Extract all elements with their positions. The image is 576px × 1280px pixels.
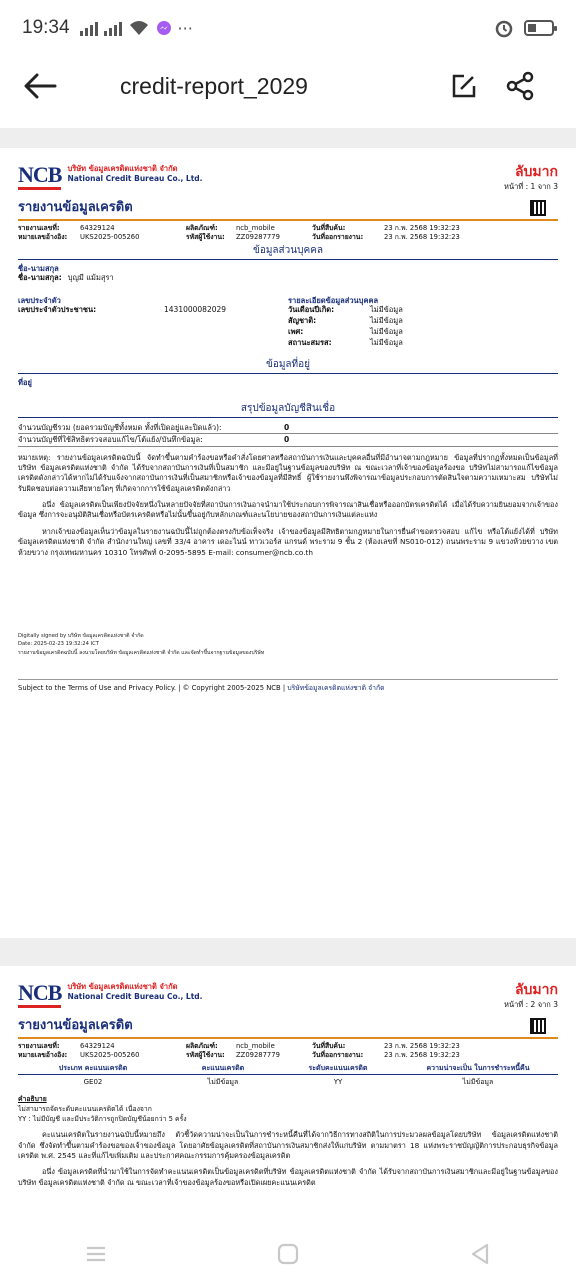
app-bar [0, 56, 576, 116]
qr-code-icon [530, 200, 546, 216]
nationality-label: สัญชาติ: [288, 316, 317, 326]
header-right [504, 164, 558, 192]
id-label: เลขประจำตัวประชาชน: [18, 305, 97, 315]
id-column [18, 296, 288, 349]
member-label: หมายเลขอ้างอิง: [18, 1050, 68, 1059]
summary-row-total [18, 422, 558, 434]
page-number: หน้าที่ : 1 จาก 3 [504, 181, 558, 191]
digital-signature [18, 632, 558, 657]
edit-button[interactable] [436, 56, 492, 116]
address-label: ที่อยู่ [18, 377, 32, 387]
footer-text: Subject to the Terms of Use and Privacy Policy. | © Copyright 2005-2025 NCB | [18, 683, 286, 692]
product-label: ผลิตภัณฑ์: [186, 1041, 218, 1050]
note-paragraph: อนึ่ง ข้อมูลเครดิตเป็นเพียงปัจจัยหนึ่งในหลายปัจจัยที่สถาบันการเงินอาจนำมาใช้ประกอบการพิจารณาสินเชื่อหรือออกบัตรเครดิตได้ เมื่อได้รับความยินยอมจากเจ้าของข้อมูล ซึ่งการจะอนุมัติสินเชื่อหรือบัตรเครดิตหรือไม่นั้นขึ้นอยู่กับหลักเกณฑ์และนโยบายของสถาบันการเงินแต่ละแห่ง [18, 500, 558, 520]
back-button[interactable] [0, 56, 80, 116]
divider [18, 1037, 558, 1039]
sex-row [288, 327, 558, 338]
home-icon [276, 1242, 300, 1266]
summary-dispute-label: จำนวนบัญชีที่ใช้สิทธิตรวจสอบแก้ไข/โต้แย้ง/บันทึกข้อมูล: [18, 435, 203, 445]
address-heading: ข้อมูลที่อยู่ [18, 359, 558, 374]
id-value: 1431000082029 [164, 305, 227, 315]
date-label: วันที่สืบค้น: [312, 1041, 346, 1050]
ncb-logo: NCB [18, 982, 61, 1008]
marital-row [288, 338, 558, 349]
member-value: UKS2025-005260 [80, 232, 140, 241]
date-value: 23 ก.พ. 2568 19:32:23 [384, 1041, 460, 1050]
print-value: 23 ก.พ. 2568 19:32:23 [384, 1050, 460, 1059]
bureau-name-th: บริษัท ข้อมูลเครดิตแห่งชาติ จำกัด [67, 982, 178, 991]
summary-total-label: จำนวนบัญชีรวม (ยอดรวมบัญชีทั้งหมด ทั้งที่เปิดอยู่และปิดแล้ว): [18, 423, 222, 433]
ncb-logo: NCB [18, 164, 61, 190]
personal-info-heading: ข้อมูลส่วนบุคคล [18, 245, 558, 260]
explanation-line-1: ไม่สามารถจัดระดับคะแนนเครดิตได้ เนื่องจาก [18, 1104, 152, 1113]
nationality-row [288, 316, 558, 327]
user-label: รหัสผู้ใช้งาน: [186, 1050, 225, 1059]
pdf-page-2 [0, 966, 576, 1228]
detail-heading: รายละเอียดข้อมูลส่วนบุคคล [288, 295, 379, 305]
print-value: 23 ก.พ. 2568 19:32:23 [384, 232, 460, 241]
menu-icon [85, 1245, 107, 1263]
system-nav-bar [0, 1228, 576, 1280]
report-header-2 [18, 982, 558, 1016]
confidential-label: ลับมาก [514, 982, 558, 998]
nationality-value: ไม่มีข้อมูล [370, 316, 403, 326]
bureau-name-th: บริษัท ข้อมูลเครดิตแห่งชาติ จำกัด [67, 164, 178, 173]
user-value: ZZ09287779 [236, 1050, 280, 1059]
user-value: ZZ09287779 [236, 232, 280, 241]
user-label: รหัสผู้ใช้งาน: [186, 232, 225, 241]
status-more: ··· [177, 18, 193, 38]
credit-score-table [18, 1064, 558, 1087]
explanation-heading: คำอธิบาย [18, 1094, 47, 1103]
alarm-icon [494, 18, 514, 38]
report-meta [18, 224, 558, 242]
member-value: UKS2025-005260 [80, 1050, 140, 1059]
home-button[interactable] [268, 1234, 308, 1274]
battery-icon [524, 20, 554, 36]
status-bar [0, 0, 576, 56]
name-heading: ชื่อ-นามสกุล [18, 263, 59, 273]
signal-2-icon [104, 20, 122, 36]
id-heading: เลขประจำตัว [18, 295, 61, 305]
dob-row [288, 305, 558, 316]
report-meta [18, 1042, 558, 1060]
bureau-name [67, 982, 202, 1002]
ref-label: รายงานเลขที่: [18, 223, 60, 232]
divider [18, 219, 558, 221]
sex-value: ไม่มีข้อมูล [370, 327, 403, 337]
id-row [18, 305, 288, 316]
score-header: คะแนนเครดิต [168, 1064, 278, 1075]
id-detail-block [18, 296, 558, 349]
bureau-name-en: National Credit Bureau Co., Ltd. [67, 992, 203, 1002]
sex-label: เพศ: [288, 327, 304, 337]
page-footer [18, 679, 558, 693]
ref-label: รายงานเลขที่: [18, 1041, 60, 1050]
dob-value: ไม่มีข้อมูล [370, 305, 403, 315]
qr-code-icon [530, 1018, 546, 1034]
edit-icon [451, 73, 477, 99]
product-label: ผลิตภัณฑ์: [186, 223, 218, 232]
score-value: ไม่มีข้อมูล [207, 1077, 239, 1086]
status-icons [80, 19, 193, 38]
recent-apps-button[interactable] [76, 1234, 116, 1274]
name-row [18, 273, 558, 284]
explanation-line-2: YY : ไม่มีบัญชี และมีประวัติการถูกปิดบัญชีน้อยกว่า 5 ครั้ง [18, 1114, 187, 1123]
wifi-icon [128, 19, 150, 37]
signature-date: Date: 2025-02-23 19:32:24 ICT [18, 641, 99, 648]
probability-header: ความน่าจะเป็น ในการชำระหนี้คืน [398, 1064, 558, 1075]
explanation-block [18, 1095, 558, 1125]
page-number: หน้าที่ : 2 จาก 3 [504, 999, 558, 1009]
signature-line: Digitally signed by บริษัท ข้อมูลเครดิตแห่งชาติ จำกัด [18, 632, 144, 639]
remark-paragraph: หมายเหตุ: รายงานข้อมูลเครดิตฉบับนี้ จัดทำขึ้นตามคำร้องขอหรือคำสั่งโดยศาลหรือสถาบันการเงินและบุคคลอื่นที่มีอำนาจตามกฎหมาย ข้อมูลที่ปรากฏทั้งหมดเป็นข้อมูลที่บริษัท ข้อมูลเครดิตแห่งชาติ จำกัด ได้รับจากสถาบันการเงินที่เป็นสมาชิก และมีอยู่ในฐานข้อมูลของบริษัท ณ ขณะเวลาที่เจ้าของข้อมูลร้องขอ บริษัทไม่สามารถแก้ไขข้อมูลเครดิตดังกล่าวได้หากไม่ได้รับแจ้งจากสถาบันการเงินที่เป็นสมาชิกหรือเจ้าของข้อมูลที่มีสิทธิ์ ผู้ใช้รายงานพึงพิจารณาข้อมูลประกอบการตัดสินใจตามความเหมาะสม บริษัทไม่รับผิดชอบต่อความเสียหายใดๆ ที่เกิดจากการใช้ข้อมูลเครดิตดังกล่าว [18, 452, 558, 493]
bureau-name [67, 164, 202, 184]
marital-value: ไม่มีข้อมูล [370, 338, 403, 348]
report-header [18, 164, 558, 198]
pdf-page-1 [0, 148, 576, 938]
product-value: ncb_mobile [236, 223, 275, 232]
signature-note: รายงานข้อมูลเครดิตฉบับนี้ ลงนามโดยบริษัท ข้อมูลเครดิตแห่งชาติ จำกัด และจัดทำขึ้นจากฐานข้อมูลของบริษัท [18, 649, 265, 656]
score-note-paragraph: อนึ่ง ข้อมูลเครดิตที่นำมาใช้ในการจัดทำคะแนนเครดิตเป็นข้อมูลเครดิตที่บริษัท ข้อมูลเครดิตแห่งชาติ จำกัด ได้รับจากสถาบันการเงินสมาชิกและมีอยู่ในฐานข้อมูลของบริษัท ข้อมูลเครดิตแห่งชาติ จำกัด ณ ขณะเวลาที่เจ้าของข้อมูลร้องขอหรือเปิดเผยคะแนนเครดิต [18, 1167, 558, 1187]
score-type-value: GE02 [83, 1077, 103, 1086]
status-right [494, 18, 554, 38]
print-label: วันที่ออกรายงาน: [312, 1050, 364, 1059]
signal-icon [80, 20, 98, 36]
detail-column [288, 296, 558, 349]
header-right [504, 982, 558, 1010]
ref-value: 64329124 [80, 223, 115, 232]
back-triangle-icon [469, 1242, 491, 1266]
pdf-viewer[interactable] [0, 128, 576, 1228]
nav-back-button[interactable] [460, 1234, 500, 1274]
share-icon [505, 71, 535, 101]
summary-dispute-value: 0 [284, 435, 290, 445]
report-title: รายงานข้อมูลเครดิต [18, 200, 133, 215]
score-type-header: ประเภท คะแนนเครดิต [18, 1064, 168, 1075]
bureau-name-en: National Credit Bureau Co., Ltd. [67, 174, 203, 184]
score-level-value: YY [333, 1077, 343, 1086]
summary-total-value: 0 [284, 423, 290, 433]
share-button[interactable] [492, 56, 548, 116]
summary-row-dispute [18, 434, 558, 446]
confidential-label: ลับมาก [514, 164, 558, 180]
date-value: 23 ก.พ. 2568 19:32:23 [384, 223, 460, 232]
document-title: credit-report_2029 [120, 72, 308, 99]
messenger-icon [156, 20, 172, 36]
name-value: บุญมี แม้มสุรา [67, 273, 114, 283]
back-arrow-icon [23, 73, 57, 99]
member-label: หมายเลขอ้างอิง: [18, 232, 68, 241]
score-paragraph: คะแนนเครดิตในรายงานฉบับนี้หมายถึง ตัวชี้วัดความน่าจะเป็นในการชำระหนี้คืนที่ได้จากวิธีการทางสถิติในการประมวลผลข้อมูลโดยบริษัท ข้อมูลเครดิตแห่งชาติ จำกัด ซึ่งจัดทำขึ้นตามคำร้องขอของเจ้าของข้อมูล โดยอาศัยข้อมูลเครดิตที่สถาบันการเงินสมาชิกส่งให้แก่บริษัท ตามมาตรา 18 แห่งพระราชบัญญัติการประกอบธุรกิจข้อมูลเครดิต พ.ศ. 2545 และที่แก้ไขเพิ่มเติม และประกาศคณะกรรมการคุ้มครองข้อมูลเครดิต [18, 1130, 558, 1161]
marital-label: สถานะสมรส: [288, 338, 332, 348]
footer-link[interactable]: บริษัทข้อมูลเครดิตแห่งชาติ จำกัด [287, 683, 385, 692]
print-label: วันที่ออกรายงาน: [312, 232, 364, 241]
ref-value: 64329124 [80, 1041, 115, 1050]
status-time: 19:34 [22, 17, 70, 38]
probability-value: ไม่มีข้อมูล [462, 1077, 494, 1086]
dob-label: วันเดือนปีเกิด: [288, 305, 335, 315]
score-level-header: ระดับคะแนนเครดิต [278, 1064, 398, 1075]
contact-paragraph: หากเจ้าของข้อมูลเห็นว่าข้อมูลในรายงานฉบับนี้ไม่ถูกต้องตรงกับข้อเท็จจริง เจ้าของข้อมูลมีสิทธิตามกฎหมายในการยื่นคำขอตรวจสอบ แก้ไข หรือโต้แย้งได้ที่ บริษัท ข้อมูลเครดิตแห่งชาติ จำกัด สำนักงานใหญ่ เลขที่ 33/4 อาคาร เดอะไนน์ ทาวเวอร์ส แกรนด์ พระราม 9 ชั้น 2 (ห้องเลขที่ NS010-012) ถนนพระราม 9 แขวงห้วยขวาง เขตห้วยขวาง กรุงเทพมหานคร 10310 โทรศัพท์ 0-2095-5895 E-mail: consumer@ncb.co.th [18, 526, 558, 557]
report-title: รายงานข้อมูลเครดิต [18, 1018, 133, 1033]
product-value: ncb_mobile [236, 1041, 275, 1050]
date-label: วันที่สืบค้น: [312, 223, 346, 232]
summary-heading: สรุปข้อมูลบัญชีสินเชื่อ [18, 403, 558, 418]
name-label: ชื่อ-นามสกุล: [18, 273, 62, 283]
